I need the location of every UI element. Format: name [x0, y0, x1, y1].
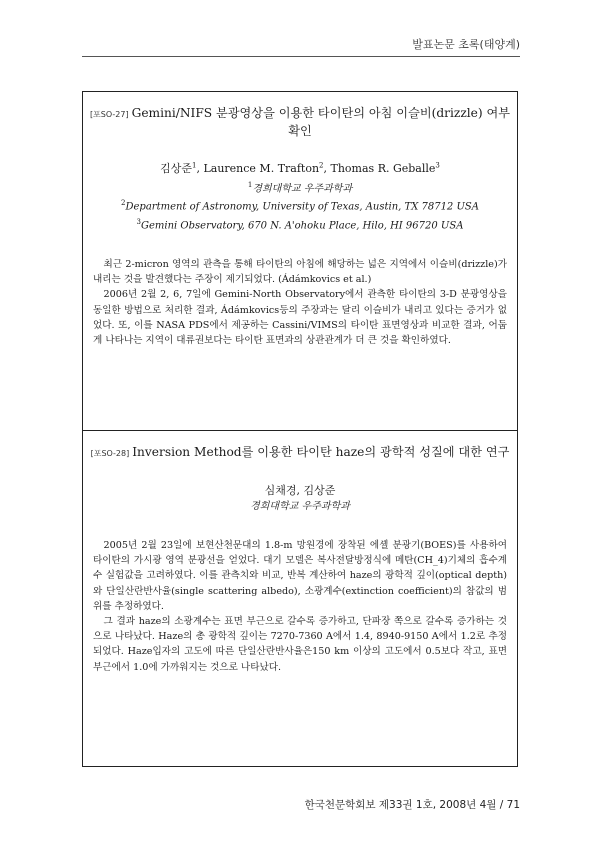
abstract-title: Gemini/NIFS 분광영상을 이용한 타이탄의 아침 이슬비(drizzle) 여부 확인: [131, 106, 511, 138]
author-list: 심채경, 김상준: [264, 484, 336, 497]
header-rule: [82, 56, 520, 57]
abstract-title: Inversion Method를 이용한 타이탄 haze의 광학적 성질에 대한 연구: [132, 445, 510, 459]
affiliation-text: 경희대학교 우주과학과: [252, 183, 353, 195]
abstract-paragraph: 2005년 2월 23일에 보현산천문대의 1.8-m 망원경에 장착된 에셸 분광기(BOES)를 사용하여 타이탄의 가시광 영역 분광선을 얻었다. 대기 모델은 복사전달방정식에 메탄(CH_4)기체의 흡수계수 실험값을 고려하였다. 이를 관측치와 비교, 반복 계산하여 haze의 광학적 깊이(optical depth)와 단일산란반사율(single scattering albedo), 소광계수(extinction coefficient)의 참값의 범위를 추정하였다.: [93, 540, 507, 612]
affiliation: [83, 500, 517, 514]
author-sup: 1: [192, 161, 197, 170]
affiliation-sup: 2: [121, 199, 126, 208]
author-name: Laurence M. Trafton: [203, 162, 320, 175]
abstract-box-so27: [82, 91, 518, 431]
affiliation-text: Gemini Observatory, 670 N. A'ohoku Place, Hilo, HI 96720 USA: [141, 219, 464, 231]
author-name: Thomas R. Geballe: [330, 162, 436, 175]
affiliation: [83, 215, 517, 233]
abstract-code: [포SO-28]: [90, 449, 130, 458]
affiliation: [83, 196, 517, 214]
author-sup: 3: [435, 161, 440, 170]
abstract-body: [93, 538, 507, 675]
abstract-title-row: [89, 444, 511, 462]
affiliation-sup: 1: [247, 181, 253, 189]
affiliation-text: 경희대학교 우주과학과: [250, 501, 350, 512]
abstract-code: [포SO-27]: [89, 110, 129, 119]
abstract-body: [93, 257, 507, 348]
author-name: 심채경: [264, 484, 297, 497]
abstract-paragraph: 2006년 2월 2, 6, 7일에 Gemini-North Observatory에서 관측한 타이탄의 3-D 분광영상을 동일한 방법으로 처리한 결과, Ádámkovics등의 주장과는 달리 이슬비가 내리고 있다는 증거가 없었다. 또, 이를 NASA PDS에서 제공하는 Cassini/VIMS의 타이탄 표면영상과 비교한 결과, 어둡게 나타나는 지역이 대류권보다는 타이탄 표면과의 상관관계가 더 큰 것을 확인하였다.: [93, 289, 507, 346]
affiliation-text: Department of Astronomy, University of Texas, Austin, TX 78712 USA: [125, 201, 479, 213]
section-label: 발표논문 초록(태양계): [412, 38, 520, 51]
abstract-title-row: [89, 105, 511, 140]
page-footer: 한국천문학회보 제33권 1호, 2008년 4월 / 71: [304, 799, 520, 811]
affiliation: [83, 178, 517, 196]
author-sup: 2: [319, 161, 324, 170]
author-name: 김상준: [160, 162, 192, 175]
abstract-paragraph: 최근 2-micron 영역의 관측을 통해 타이탄의 아침에 해당하는 넓은 지역에서 이슬비(drizzle)가 내리는 것을 발견했다는 주장이 제기되었다. (Ádámkovics et al.): [93, 258, 507, 286]
abstract-box-so28: [82, 431, 518, 767]
affiliation-sup: 3: [136, 217, 142, 226]
abstract-paragraph: 그 결과 haze의 소광계수는 표면 부근으로 갈수록 증가하고, 단파장 쪽으로 갈수록 증가하는 것으로 나타났다. Haze의 총 광학적 깊이는 7270-7360 A에서 1.4, 8940-9150 A에서 1.2로 추정되었다. Haze입자의 고도에 따른 단일산란반사율은150 km 이상의 고도에서 0.5보다 작고, 표면 부근에서 1.0에 가까워지는 것으로 나타났다.: [93, 616, 507, 673]
author-name: 김상준: [303, 484, 336, 497]
author-list: 김상준$^1$, Laurence M. Trafton$^2$, Thomas R. Geballe$^3$: [160, 161, 440, 175]
